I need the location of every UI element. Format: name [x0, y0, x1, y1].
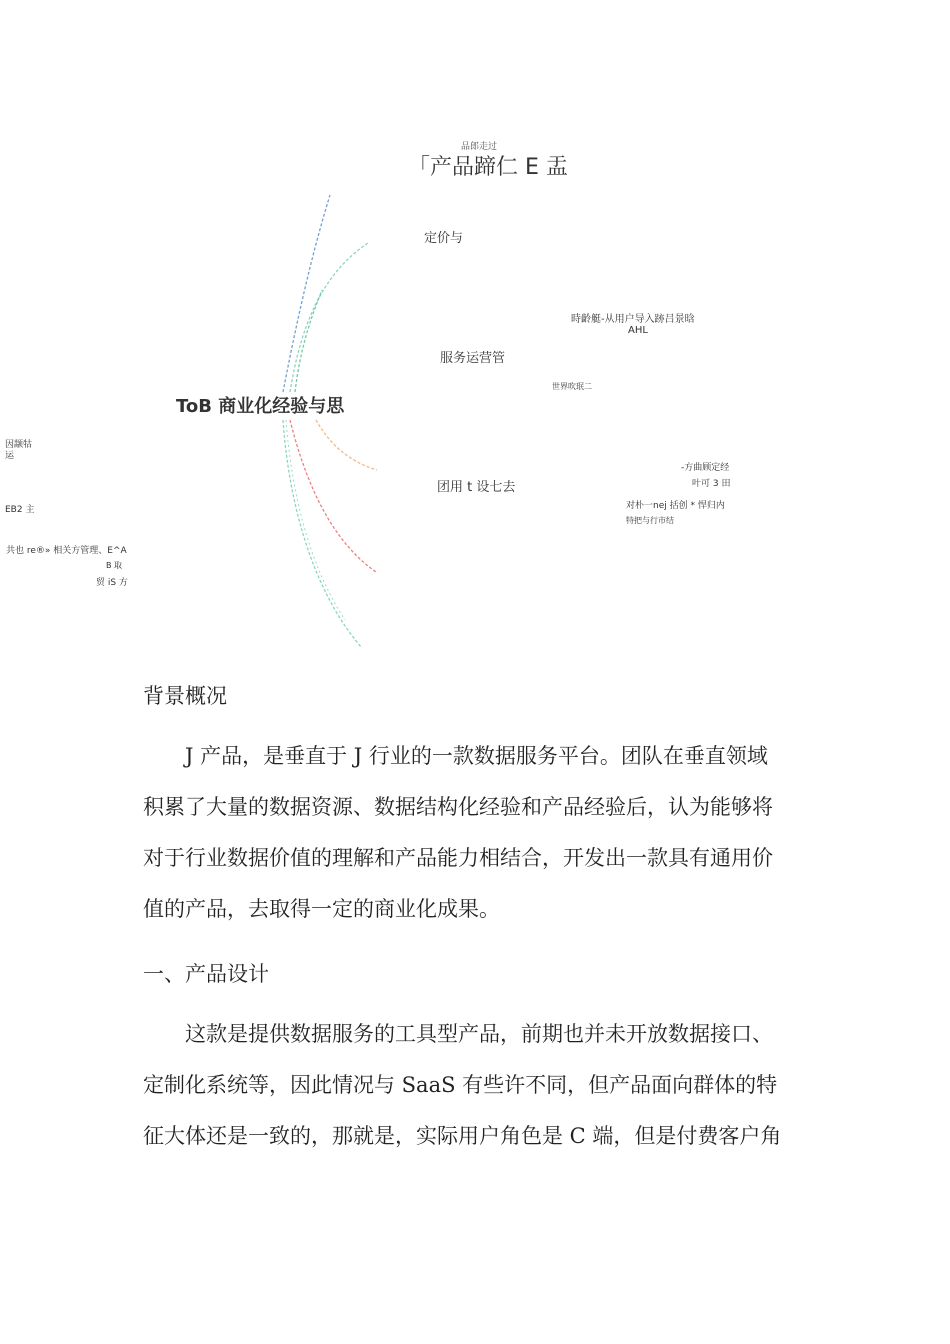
- mindmap-center-node: ToB 商业化经验与思: [176, 396, 345, 417]
- section-heading-background: 背景概况: [143, 684, 227, 708]
- mindmap-left-note-4: B 取: [106, 561, 123, 570]
- branch-line-bottom-green: [286, 420, 345, 620]
- mindmap-left-note-5: 贸 iS 方: [96, 578, 128, 588]
- mindmap-right-note-3b: 特把与行市结: [626, 516, 674, 525]
- mindmap-branch-team: 团用 t 设七去: [437, 480, 516, 495]
- mind-map-branches: [0, 0, 950, 660]
- paragraph-line: 积累了大量的数据资源、数据结构化经验和产品经验后，认为能够将: [143, 795, 773, 819]
- branch-line-top-blue: [283, 195, 330, 392]
- paragraph-line: 这款是提供数据服务的工具型产品，前期也并未开放数据接口、: [185, 1022, 773, 1046]
- mindmap-top-title: 「产品蹄仁 E 盂: [408, 155, 568, 180]
- mindmap-left-note-3: 共也 re®» 相关方管理、E^A: [6, 546, 127, 556]
- mindmap-right-small: 世界吹珉二: [552, 382, 592, 391]
- mindmap-right-note-2: -方曲顾定经: [681, 463, 730, 473]
- branch-line-mid-green: [295, 290, 322, 392]
- paragraph-line: 对于行业数据价值的理解和产品能力相结合，开发出一款具有通用价: [143, 846, 773, 870]
- branch-line-bottom-teal: [283, 420, 362, 648]
- mind-map: [0, 0, 950, 660]
- paragraph-line: J 产品，是垂直于 J 行业的一款数据服务平台。团队在垂直领域: [185, 744, 768, 768]
- mindmap-left-note-1b: 运: [5, 451, 15, 461]
- mindmap-branch-pricing: 定价与: [424, 231, 464, 246]
- mindmap-right-note-1b: AHL: [628, 325, 648, 336]
- branch-line-top-teal: [290, 243, 368, 392]
- paragraph-background: [143, 731, 813, 935]
- mindmap-branch-service: 服务运营管: [440, 351, 506, 366]
- mindmap-left-note-2: EB2 主: [5, 505, 35, 515]
- branch-line-red: [290, 420, 376, 572]
- mindmap-right-note-2b: 叶可 3 田: [692, 479, 731, 489]
- paragraph-line: 值的产品，去取得一定的商业化成果。: [143, 897, 500, 921]
- mindmap-left-note-1: 因颛牯: [5, 440, 33, 450]
- branch-line-orange: [316, 420, 377, 470]
- paragraph-product-design: [143, 1009, 813, 1162]
- paragraph-line: 征大体还是一致的，那就是，实际用户角色是 C 端，但是付费客户角: [143, 1124, 782, 1148]
- section-heading-product-design: 一、产品设计: [143, 962, 269, 986]
- paragraph-line: 定制化系统等，因此情况与 SaaS 有些许不同，但产品面向群体的特: [143, 1073, 778, 1097]
- mindmap-top-small-label: 品郎走过: [461, 142, 498, 152]
- mindmap-right-note-3: 对朴一nej 括创 * 悍归内: [626, 501, 725, 511]
- mindmap-right-note-1: 時齡艇-从用户导入跡吕景晗: [571, 314, 695, 325]
